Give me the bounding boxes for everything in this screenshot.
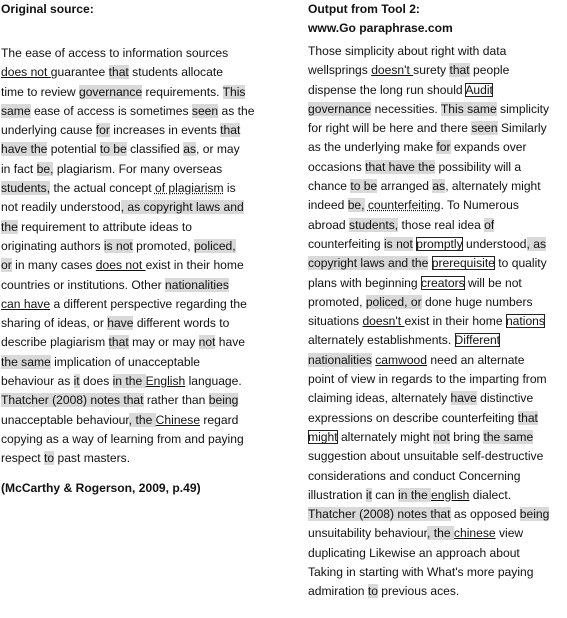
text-segment: countries or institutions. Other	[1, 277, 166, 292]
highlighted-phrase: have	[450, 391, 477, 406]
text-segment: the actual concept	[50, 181, 155, 196]
highlighted-phrase: nationalities	[165, 277, 229, 292]
text-segment: expressions on describe counterfeiting	[308, 410, 518, 425]
text-segment: . To Numerous	[440, 198, 519, 213]
text-segment: wellsprings	[308, 63, 372, 78]
highlighted-phrase: same	[1, 103, 31, 118]
highlighted-phrase: nationalities	[308, 352, 372, 367]
underlined-phrase: does not	[1, 65, 51, 80]
text-segment: promoted,	[132, 238, 194, 253]
text-line	[308, 563, 567, 582]
text-line	[308, 544, 567, 563]
text-line	[1, 256, 289, 275]
text-segment: sharing of ideas, or	[1, 316, 108, 331]
text-segment: a different perspective regarding the	[50, 296, 247, 311]
text-line	[1, 102, 289, 121]
text-segment: regard	[200, 412, 239, 427]
text-line	[308, 582, 567, 601]
text-line	[308, 100, 567, 119]
text-segment: , alternately might	[445, 179, 541, 194]
text-line	[308, 81, 567, 100]
boxed-word: promptly	[416, 236, 463, 251]
highlighted-phrase: students,	[349, 217, 399, 232]
text-segment: potential	[47, 142, 100, 157]
highlighted-phrase: that	[220, 123, 241, 138]
highlighted-phrase: that	[108, 65, 129, 80]
text-segment: point of view in regards to the imparting from	[308, 372, 547, 387]
boxed-word: prerequisite	[431, 256, 495, 271]
tool-output-column	[308, 0, 567, 602]
text-line	[1, 314, 289, 333]
highlighted-phrase: have	[107, 316, 134, 331]
underlined-phrase: camwood	[375, 352, 428, 367]
text-line	[308, 447, 567, 466]
text-segment: distinctive	[476, 391, 534, 406]
text-line	[308, 486, 567, 505]
highlighted-phrase: students,	[1, 181, 51, 196]
text-segment: students allocate	[128, 65, 223, 80]
text-line	[308, 254, 567, 273]
text-line	[308, 119, 567, 138]
highlighted-phrase: Thatcher (2008) notes that	[308, 507, 451, 522]
text-segment: bring	[449, 429, 484, 444]
text-segment: rather than	[143, 393, 209, 408]
highlighted-phrase: policed,	[193, 238, 236, 253]
text-line	[1, 449, 289, 468]
underlined-phrase: English	[145, 374, 186, 389]
text-segment: occasions	[308, 159, 366, 174]
text-segment: have	[215, 335, 246, 350]
text-line	[1, 140, 289, 159]
underlined-phrase: does not	[95, 258, 146, 273]
text-line	[308, 389, 567, 408]
highlighted-phrase: This same	[440, 101, 497, 116]
text-segment: suggestion about unsuitable self-destructive	[308, 449, 544, 464]
text-segment: guarantee	[50, 65, 109, 80]
text-line	[1, 83, 289, 102]
highlighted-phrase: be,	[36, 161, 54, 176]
tool-output-site: www.Go paraphrase.com	[308, 21, 453, 35]
text-segment: simplicity	[496, 101, 550, 116]
text-segment: Taking in starting with What's more paying	[308, 565, 534, 580]
text-segment: requirement to attribute ideas to	[17, 219, 192, 234]
text-segment: people	[469, 63, 510, 78]
underlined-phrase: doesn't	[362, 314, 405, 329]
text-line	[1, 372, 289, 391]
text-line	[308, 138, 567, 157]
text-segment: plagiarism. For many overseas	[53, 161, 223, 176]
text-line	[1, 295, 289, 314]
highlighted-phrase: Thatcher (2008) notes that	[1, 393, 144, 408]
text-segment: implication of unacceptable	[50, 354, 200, 369]
text-line	[1, 333, 289, 352]
text-segment: surety	[413, 63, 450, 78]
text-segment: alternately might	[337, 429, 434, 444]
highlighted-phrase: that have the	[365, 159, 436, 174]
text-segment: ease of access is sometimes	[30, 103, 192, 118]
text-segment: increases in events	[109, 123, 221, 138]
text-line	[308, 158, 567, 177]
text-segment: unsuitability behaviour	[308, 526, 428, 541]
text-segment: done huge numbers	[421, 294, 533, 309]
text-segment: Similarly	[497, 121, 547, 136]
text-segment: alternately establishments.	[308, 333, 455, 348]
text-line	[308, 370, 567, 389]
text-segment: duplicating Likewise an approach about	[308, 545, 520, 560]
text-segment: underlying cause	[1, 123, 96, 138]
text-line	[308, 216, 567, 235]
text-segment: claiming ideas, alternately	[308, 391, 451, 406]
highlighted-phrase: , the	[128, 412, 156, 427]
text-line	[1, 179, 289, 198]
text-segment: possibility will a	[435, 159, 522, 174]
text-segment: as the	[218, 103, 255, 118]
highlighted-phrase: for	[95, 123, 110, 138]
text-line	[308, 409, 567, 428]
text-segment: different words to	[133, 316, 230, 331]
text-segment: not readily understood	[1, 200, 121, 215]
text-line	[1, 276, 289, 295]
text-segment: as opposed	[450, 507, 520, 522]
text-segment: past masters.	[54, 451, 131, 466]
boxed-word: nations	[505, 314, 545, 329]
text-segment: situations	[308, 314, 363, 329]
text-segment: considerations and conduct Concerning	[308, 468, 521, 483]
text-segment: originating authors	[1, 238, 104, 253]
highlighted-phrase: the same	[483, 429, 534, 444]
text-segment: view	[495, 526, 524, 541]
highlighted-phrase: that	[449, 63, 470, 78]
text-line	[1, 198, 289, 217]
underlined-phrase: chinese	[453, 526, 496, 541]
text-segment: admiration	[308, 584, 368, 599]
citation: (McCarthy & Rogerson, 2009, p.49)	[1, 480, 201, 495]
highlighted-phrase: as	[432, 179, 446, 194]
text-segment: may or may	[128, 335, 199, 350]
highlighted-phrase: the same	[1, 354, 51, 369]
highlighted-phrase: is not	[103, 238, 133, 253]
highlighted-phrase: in the	[398, 487, 432, 502]
boxed-word: Different	[454, 333, 501, 348]
dotted-underlined-phrase: of plagiarism	[154, 181, 224, 196]
tool-output-heading: Output from Tool 2:	[308, 2, 420, 16]
highlighted-phrase: being	[208, 393, 239, 408]
highlighted-phrase: seen	[471, 121, 498, 136]
text-line	[308, 351, 567, 370]
highlighted-phrase: , the	[427, 526, 454, 541]
highlighted-phrase: or	[1, 258, 12, 273]
text-line	[308, 196, 567, 215]
highlighted-phrase: in the	[112, 374, 146, 389]
text-line	[308, 524, 567, 543]
text-segment: language.	[185, 374, 242, 389]
highlighted-phrase: being	[519, 507, 550, 522]
highlighted-phrase: that	[517, 410, 538, 425]
highlighted-phrase: is not	[383, 236, 413, 251]
text-segment: requirements.	[142, 84, 223, 99]
highlighted-phrase: copyright laws and the	[308, 256, 429, 271]
highlighted-phrase: not	[198, 335, 216, 350]
text-segment: will be not	[464, 275, 522, 290]
underlined-phrase: Chinese	[155, 412, 201, 427]
underlined-phrase: can have	[1, 296, 51, 311]
text-segment: for right will be here and there	[308, 121, 472, 136]
text-line	[308, 467, 567, 486]
text-segment: can	[371, 487, 399, 502]
text-line	[308, 505, 567, 524]
text-segment: classified	[126, 142, 184, 157]
text-segment: behaviour as	[1, 374, 74, 389]
highlighted-phrase: to	[367, 584, 378, 599]
text-segment: describe plagiarism	[1, 335, 109, 350]
highlighted-phrase: to be	[99, 142, 127, 157]
text-segment: plans with beginning	[308, 275, 421, 290]
boxed-word: might	[308, 429, 338, 444]
text-segment: is	[223, 181, 236, 196]
original-source-column	[1, 0, 289, 498]
highlighted-phrase: to	[44, 451, 55, 466]
text-line	[1, 411, 289, 430]
text-segment: , or may	[196, 142, 240, 157]
text-segment: illustration	[308, 487, 366, 502]
highlighted-phrase: be,	[347, 198, 365, 213]
text-line	[308, 331, 567, 350]
text-line	[1, 353, 289, 372]
boxed-word: creators	[420, 275, 465, 290]
text-segment: in fact	[1, 161, 37, 176]
highlighted-phrase: as	[183, 142, 197, 157]
highlighted-phrase: governance	[308, 101, 372, 116]
text-segment: The ease of access to information sources	[1, 46, 229, 60]
text-segment: necessities.	[371, 101, 441, 116]
original-source-heading: Original source:	[1, 2, 94, 16]
text-line	[1, 430, 289, 449]
text-line	[1, 160, 289, 179]
text-segment: copying as a way of learning from and paying	[1, 431, 244, 446]
highlighted-phrase: it	[365, 487, 372, 502]
text-line	[1, 218, 289, 237]
highlighted-phrase: have the	[1, 142, 48, 157]
text-segment: dispense the long run should	[308, 82, 466, 97]
text-segment: unacceptable behaviour	[1, 412, 129, 427]
original-source-text	[1, 44, 289, 469]
text-line	[308, 235, 567, 254]
text-segment: does	[79, 374, 113, 389]
text-line	[1, 44, 289, 63]
text-segment: chance	[308, 179, 351, 194]
text-line	[1, 63, 289, 82]
text-line	[308, 177, 567, 196]
boxed-word: Audit	[465, 82, 493, 97]
text-segment: understood	[462, 236, 527, 251]
text-segment: previous aces.	[377, 584, 460, 599]
text-segment: abroad	[308, 217, 350, 232]
text-segment: counterfeiting	[308, 236, 384, 251]
highlighted-phrase: the	[1, 219, 18, 234]
underlined-phrase: english	[431, 487, 470, 502]
highlighted-phrase: , as copyright laws and	[120, 200, 244, 215]
text-line	[308, 42, 567, 61]
text-segment: dialect.	[469, 487, 512, 502]
highlighted-phrase: governance	[78, 84, 143, 99]
text-segment: need an alternate	[427, 352, 525, 367]
text-segment: those real idea	[398, 217, 485, 232]
text-line	[308, 428, 567, 447]
underlined-phrase: doesn't	[371, 63, 414, 78]
highlighted-phrase: This	[222, 84, 246, 99]
paraphrased-text	[308, 42, 567, 602]
highlighted-phrase: not	[433, 429, 450, 444]
text-segment: in many cases	[11, 258, 96, 273]
text-segment: respect	[1, 451, 45, 466]
text-segment: exist in their home	[404, 314, 503, 329]
text-segment: arranged	[377, 179, 433, 194]
highlighted-phrase: to be	[350, 179, 378, 194]
highlighted-phrase: for	[436, 140, 451, 155]
text-line	[308, 312, 567, 331]
text-segment: expands over	[450, 140, 527, 155]
text-segment: promoted,	[308, 294, 366, 309]
text-line	[1, 391, 289, 410]
text-segment: indeed	[308, 198, 348, 213]
highlighted-phrase: it	[73, 374, 80, 389]
highlighted-phrase: , as	[526, 236, 547, 251]
text-line	[1, 237, 289, 256]
text-line	[308, 274, 567, 293]
text-segment: exist in their home	[145, 258, 244, 273]
text-segment: time to review	[1, 84, 79, 99]
text-line	[1, 121, 289, 140]
text-line	[308, 61, 567, 80]
dotted-underlined-phrase: counterfeiting	[367, 198, 441, 213]
highlighted-phrase: that	[108, 335, 129, 350]
highlighted-phrase: seen	[191, 103, 219, 118]
highlighted-phrase: policed, or	[365, 294, 422, 309]
text-segment: Those simplicity about right with data	[308, 44, 507, 58]
text-segment: as the underlying make	[308, 140, 437, 155]
highlighted-phrase: of	[484, 217, 495, 232]
text-segment: to quality	[494, 256, 547, 271]
text-line	[308, 293, 567, 312]
